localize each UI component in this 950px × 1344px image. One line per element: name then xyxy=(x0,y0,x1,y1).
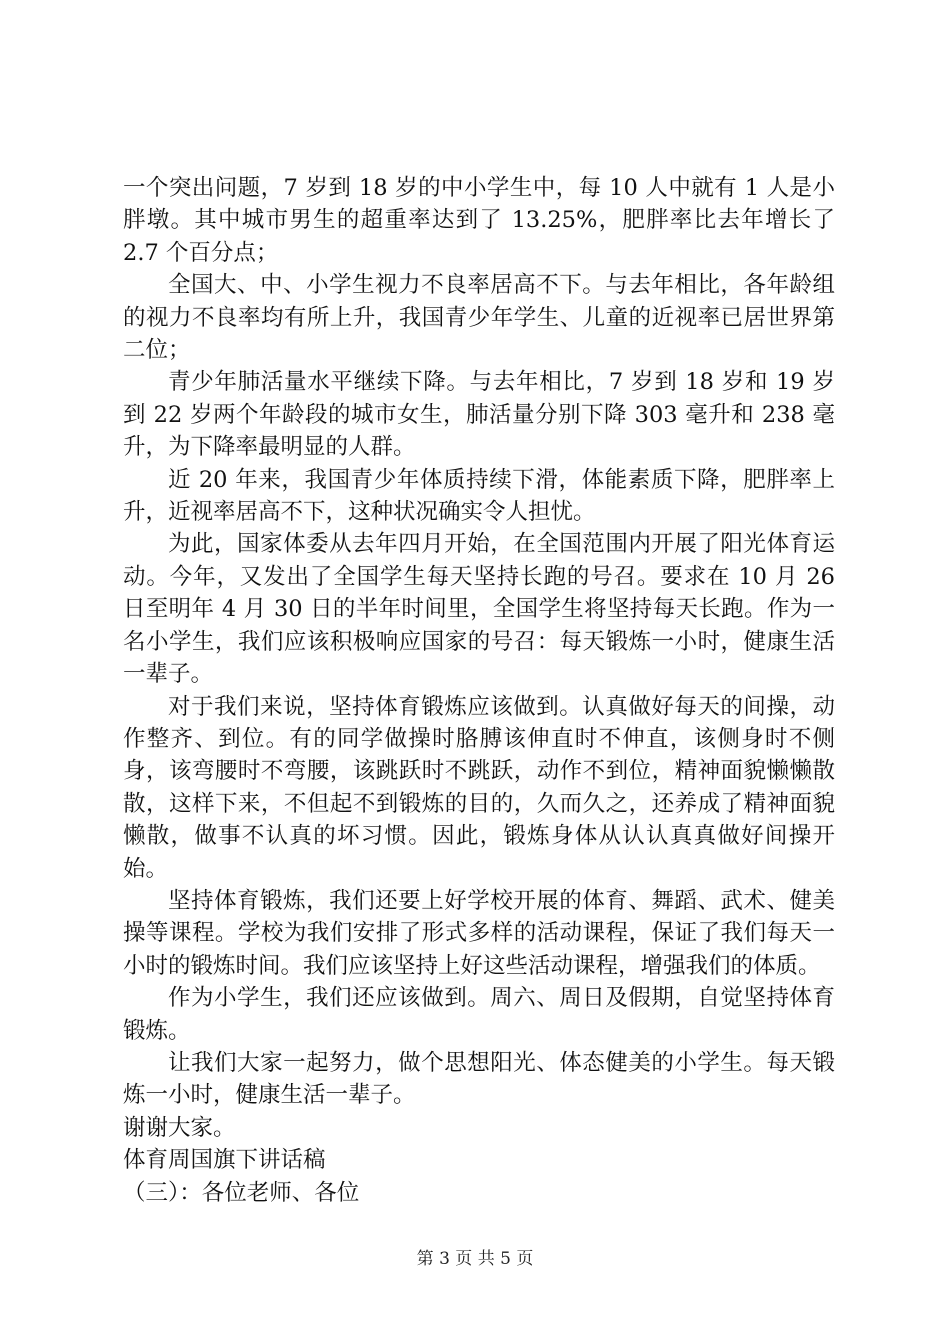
document-body xyxy=(123,172,835,1209)
paragraph-7: 坚持体育锻炼，我们还要上好学校开展的体育、舞蹈、武术、健美操等课程。学校为我们安排了形式多样的活动课程，保证了我们每天一小时的锻炼时间。我们应该坚持上好这些活动课程，增强我们的体质。 xyxy=(123,887,835,979)
paragraph-2: 全国大、中、小学生视力不良率居高不下。与去年相比，各年龄组的视力不良率均有所上升，我国青少年学生、儿童的近视率已居世界第二位； xyxy=(123,272,835,364)
speech-subtitle: （三）：各位老师、各位 xyxy=(123,1179,360,1206)
speech-title: 体育周国旗下讲话稿 xyxy=(123,1147,326,1174)
paragraph-8: 作为小学生，我们还应该做到。周六、周日及假期，自觉坚持体育锻炼。 xyxy=(123,985,835,1044)
closing-thanks: 谢谢大家。 xyxy=(123,1114,236,1141)
paragraph-1: 一个突出问题，7 岁到 18 岁的中小学生中，每 10 人中就有 1 人是小胖墩。其中城市男生的超重率达到了 13.25%，肥胖率比去年增长了 2.7 个百分点； xyxy=(123,175,835,266)
paragraph-4: 近 20 年来，我国青少年体质持续下滑，体能素质下降，肥胖率上升，近视率居高不下，这种状况确实令人担忧。 xyxy=(123,466,835,526)
paragraph-5: 为此，国家体委从去年四月开始，在全国范围内开展了阳光体育运动。今年，又发出了全国学生每天坚持长跑的号召。要求在 10 月 26 日至明年 4 月 30 日的半年时间里，全国学生将坚持每天长跑。作为一名小学生，我们应该积极响应国家的号召：每天锻炼一小时，健康生活一辈子。 xyxy=(123,531,835,688)
paragraph-3: 青少年肺活量水平继续下降。与去年相比，7 岁到 18 岁和 19 岁到 22 岁两个年龄段的城市女生，肺活量分别下降 303 毫升和 238 毫升，为下降率最明显的人群。 xyxy=(123,369,835,461)
page-number-footer: 第 3 页 共 5 页 xyxy=(416,1249,534,1269)
paragraph-9: 让我们大家一起努力，做个思想阳光、体态健美的小学生。每天锻炼一小时，健康生活一辈子。 xyxy=(123,1049,835,1109)
paragraph-6: 对于我们来说，坚持体育锻炼应该做到。认真做好每天的间操，动作整齐、到位。有的同学做操时胳膊该伸直时不伸直，该侧身时不侧身，该弯腰时不弯腰，该跳跃时不跳跃，动作不到位，精神面貌懒懒散散，这样下来，不但起不到锻炼的目的，久而久之，还养成了精神面貌懒散，做事不认真的坏习惯。因此，锻炼身体从认认真真做好间操开始。 xyxy=(123,693,835,882)
